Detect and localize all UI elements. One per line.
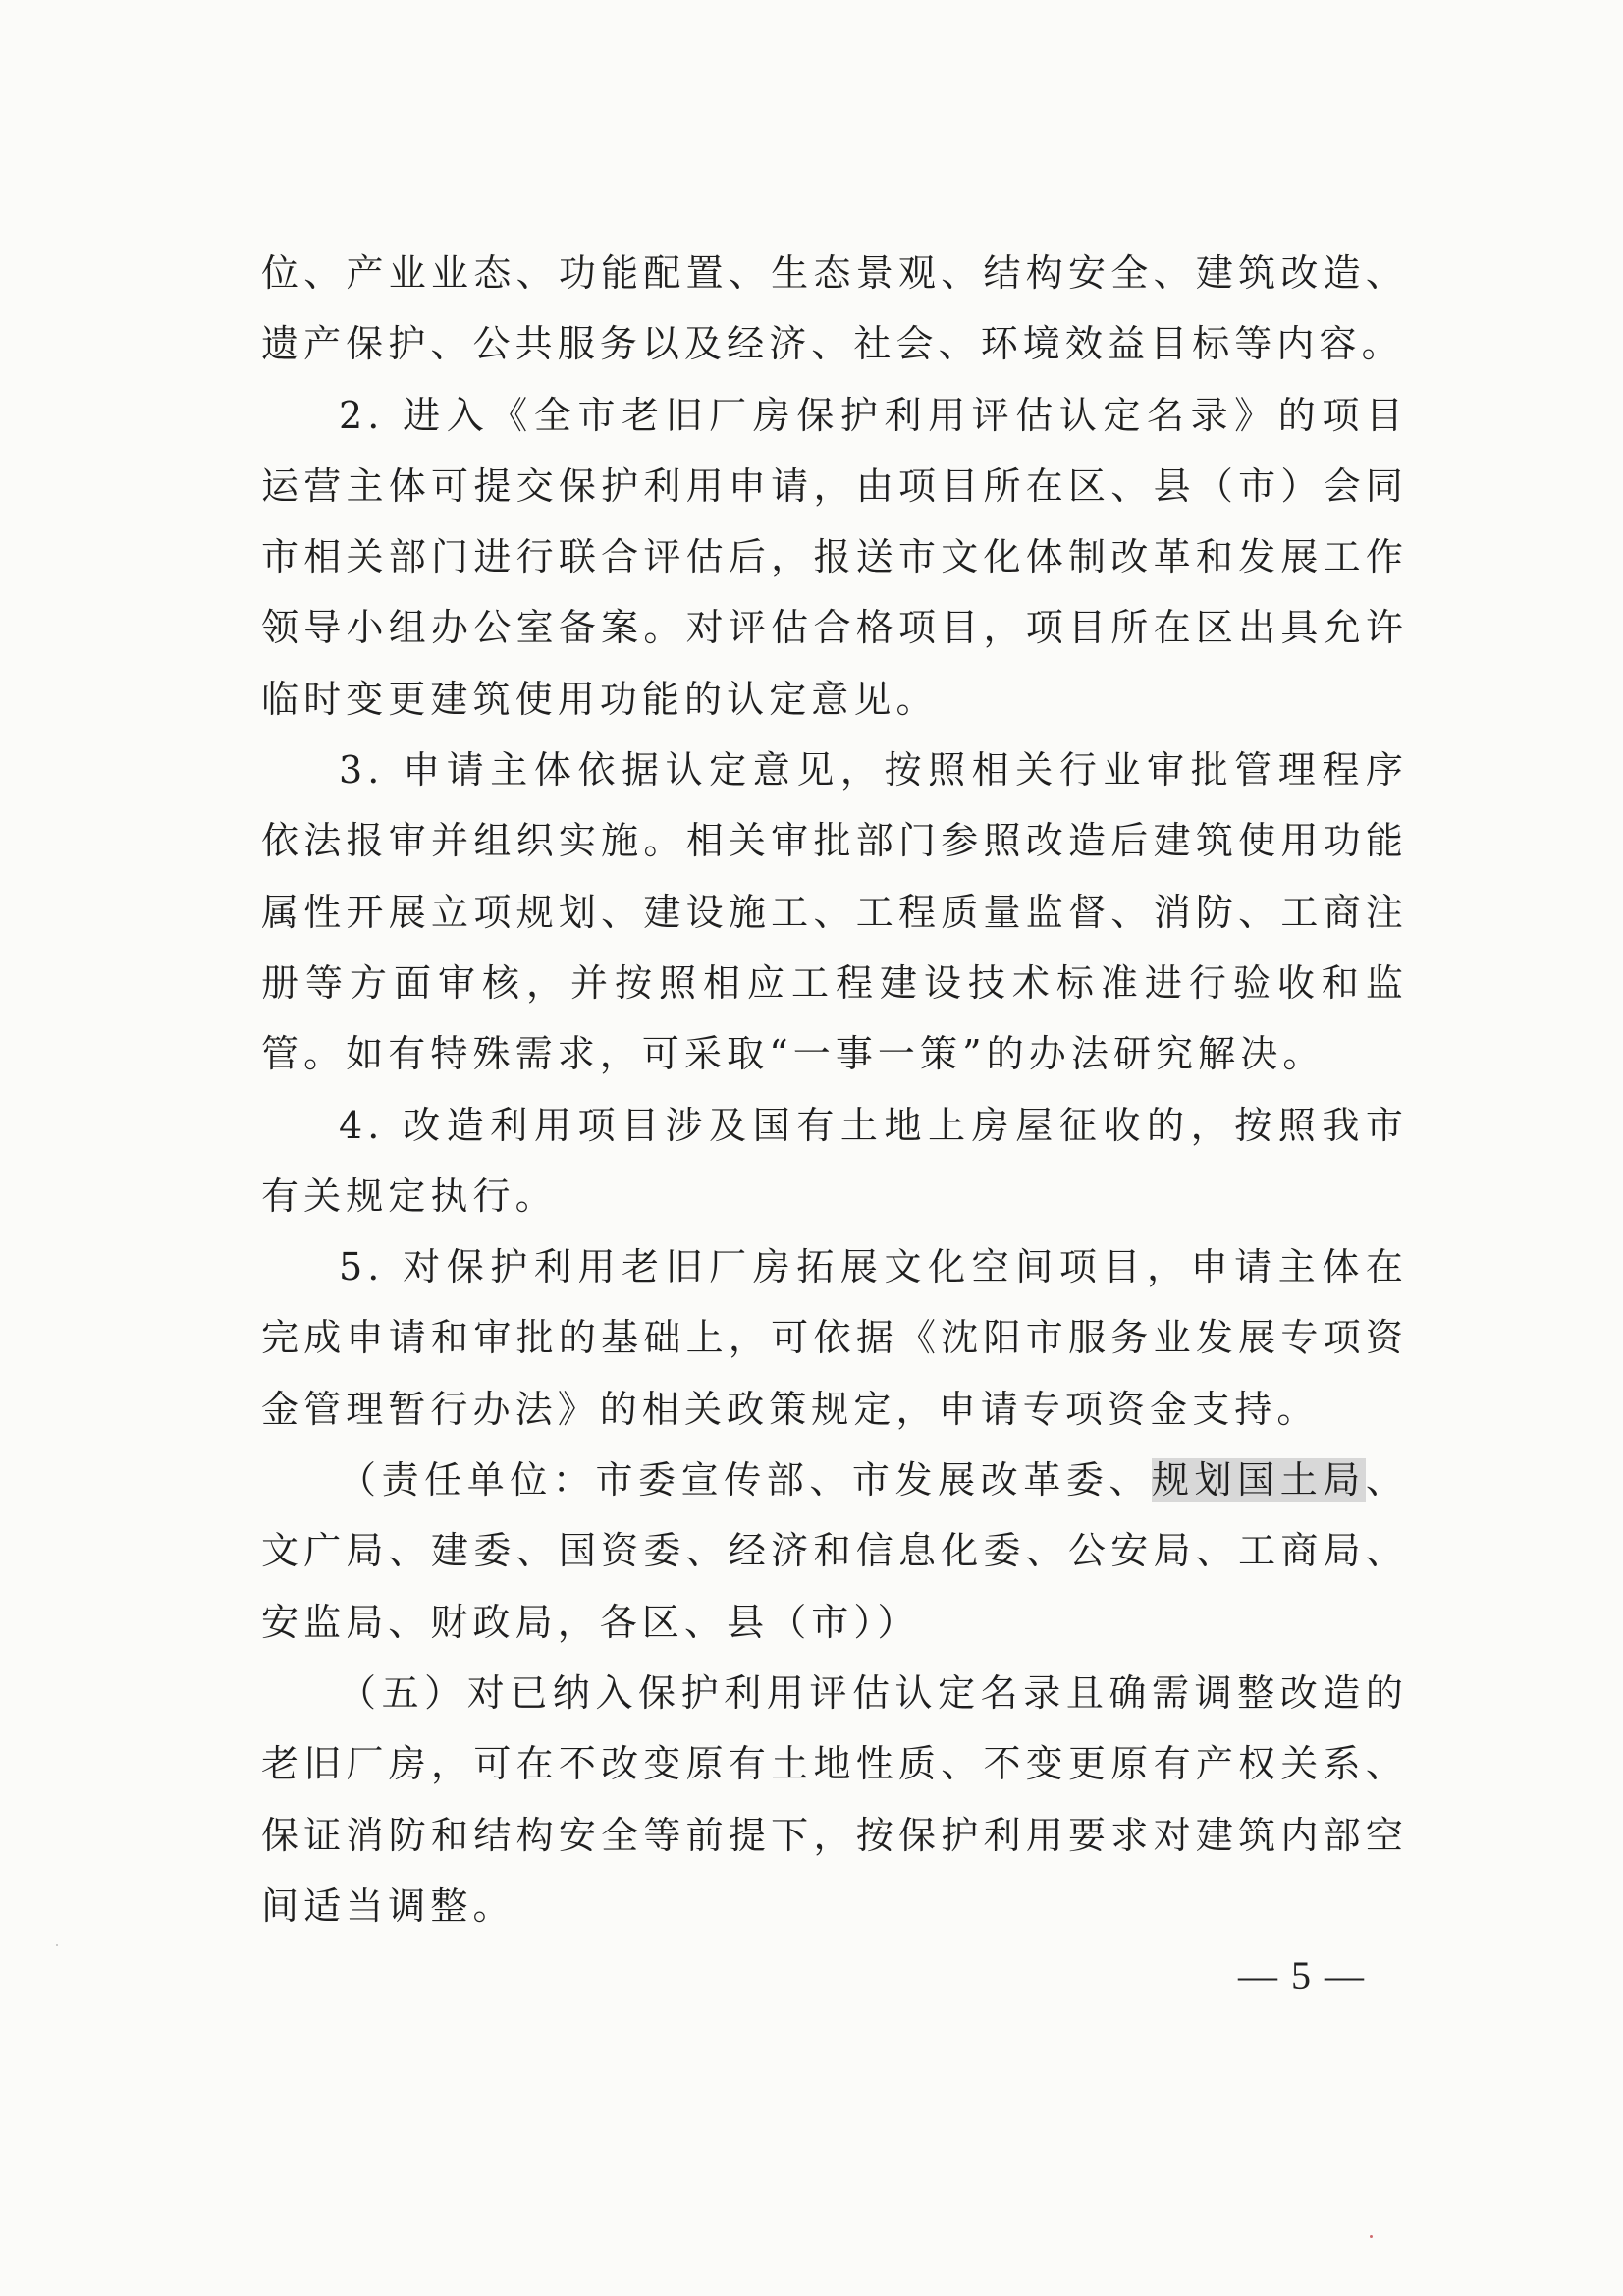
responsible-units-paragraph bbox=[261, 1445, 1408, 1658]
page-number: — 5 — bbox=[1238, 1953, 1366, 1997]
paragraph-item-4: 4. 改造利用项目涉及国有土地上房屋征收的，按照我市有关规定执行。 bbox=[261, 1103, 1408, 1218]
scan-speck bbox=[1370, 2235, 1373, 2238]
highlighted-department: 规划国土局 bbox=[1151, 1458, 1366, 1503]
section-five-paragraph: （五）对已纳入保护利用评估认定名录且确需调整改造的老旧厂房，可在不改变原有土地性质、不变更原有产权关系、保证消防和结构安全等前提下，按保护利用要求对建筑内部空间适当调整。 bbox=[261, 1670, 1408, 1928]
responsible-units-suffix: 、文广局、建委、国资委、经济和信息化委、公安局、工商局、安监局、财政局，各区、县（市）） bbox=[261, 1458, 1408, 1644]
document-body bbox=[261, 238, 1408, 1941]
paragraph-item-3: 3. 申请主体依据认定意见，按照相关行业审批管理程序依法报审并组织实施。相关审批部门参照改造后建筑使用功能属性开展立项规划、建设施工、工程质量监督、消防、工商注册等方面审核，并按照相应工程建设技术标准进行验收和监管。如有特殊需求，可采取“一事一策”的办法研究解决。 bbox=[261, 748, 1408, 1076]
paragraph-item-5: 5. 对保护利用老旧厂房拓展文化空间项目，申请主体在完成申请和审批的基础上，可依据《沈阳市服务业发展专项资金管理暂行办法》的相关政策规定，申请专项资金支持。 bbox=[261, 1245, 1408, 1431]
paragraph-continuation: 位、产业业态、功能配置、生态景观、结构安全、建筑改造、遗产保护、公共服务以及经济、社会、环境效益目标等内容。 bbox=[261, 251, 1408, 366]
scan-speck bbox=[56, 1944, 58, 1946]
responsible-units-prefix: （责任单位：市委宣传部、市发展改革委、 bbox=[339, 1458, 1152, 1503]
paragraph-item-2: 2. 进入《全市老旧厂房保护利用评估认定名录》的项目运营主体可提交保护利用申请，由项目所在区、县（市）会同市相关部门进行联合评估后，报送市文化体制改革和发展工作领导小组办公室备案。对评估合格项目，项目所在区出具允许临时变更建筑使用功能的认定意见。 bbox=[261, 393, 1408, 721]
